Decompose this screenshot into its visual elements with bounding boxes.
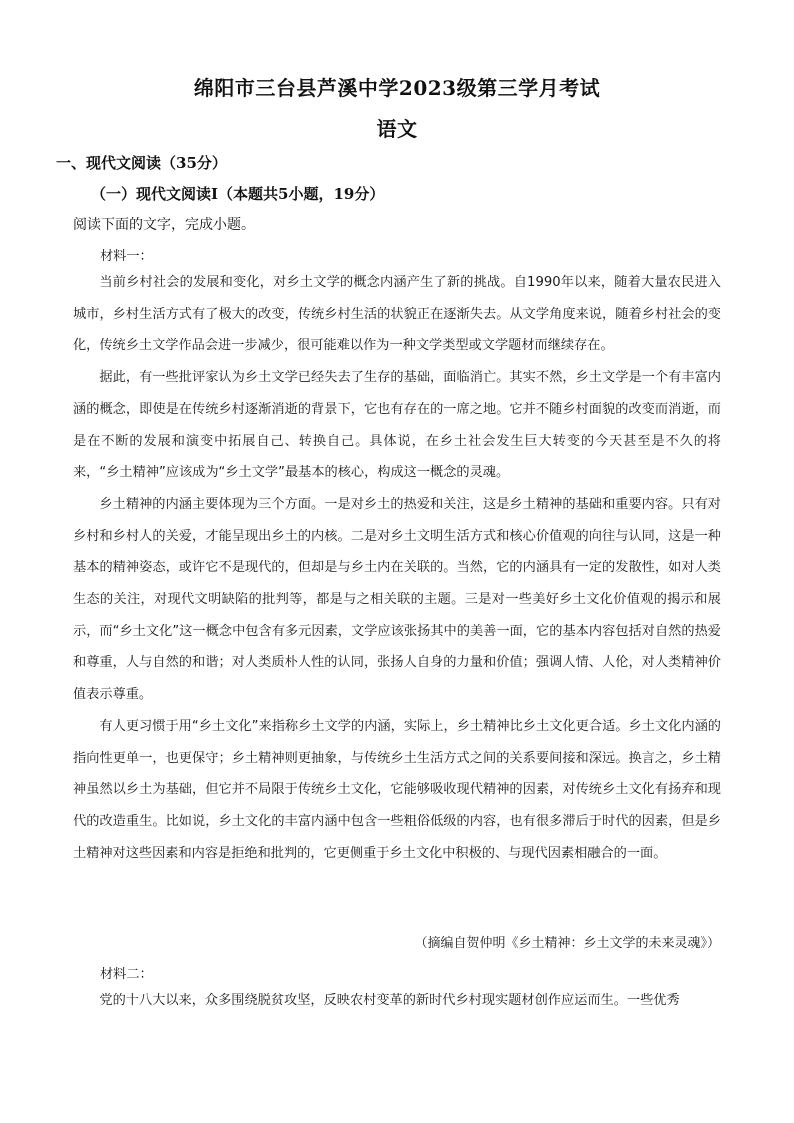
subsection-heading: （一）现代文阅读Ⅰ（本题共5小题，19分） (91, 185, 385, 203)
material-two-body (73, 985, 721, 1017)
material-one-paragraph: 当前乡村社会的发展和变化，对乡土文学的概念内涵产生了新的挑战。自1990年以来，随着大量农民进入城市，乡村生活方式有了极大的改变，传统乡村生活的状貌正在逐渐失去。从文学角度来说，随着乡村社会的变化，传统乡土文学作品会进一步减少，很可能难以作为一种文学类型或文学题材而继续存在。 (73, 275, 721, 354)
material-one-label: 材料一： (100, 249, 153, 264)
reading-instruction: 阅读下面的文字，完成小题。 (73, 217, 255, 233)
section-heading: 一、现代文阅读（35分） (56, 154, 227, 172)
material-one-paragraph: 据此，有一些批评家认为乡土文学已经失去了生存的基础，面临消亡。其实不然，乡土文学是一个有丰富内涵的概念，即使是在传统乡村逐渐消逝的背景下，它也有存在的一席之地。它并不随乡村面貌的改变而消逝，而是在不断的发展和演变中拓展自己、转换自己。具体说，在乡土社会发生巨大转变的今天甚至是不久的将来，“乡土精神”应该成为“乡土文学”最基本的核心，构成这一概念的灵魂。 (73, 370, 721, 481)
exam-title: 绵阳市三台县芦溪中学2023级第三学月考试 (193, 76, 601, 100)
material-one-paragraph: 有人更习惯于用“乡土文化”来指称乡土文学的内涵，实际上，乡土精神比乡土文化更合适。乡土文化内涵的指向性更单一，也更保守；乡土精神则更抽象，与传统乡土生活方式之间的关系要间接和深远。换言之，乡土精神虽然以乡土为基础，但它并不局限于传统乡土文化，它能够吸收现代精神的因素，对传统乡土文化有扬弃和现代的改造重生。比如说，乡土文化的丰富内涵中包含一些粗俗低级的内容，也有很多滞后于时代的因素，但是乡土精神对这些因素和内容是拒绝和批判的，它更侧重于乡土文化中积极的、与现代因素相融合的一面。 (73, 718, 721, 861)
material-two-paragraph: 党的十八大以来，众多围绕脱贫攻坚，反映农村变革的新时代乡村现实题材创作应运而生。一些优秀 (99, 993, 680, 1008)
material-two-label: 材料二： (100, 967, 153, 982)
material-one-source: （摘编自贺仲明《乡土精神：乡土文学的未来灵魂》） (414, 936, 720, 951)
subject-title: 语文 (376, 117, 418, 141)
material-one-paragraph: 乡土精神的内涵主要体现为三个方面。一是对乡土的热爱和关注，这是乡土精神的基础和重要内容。只有对乡村和乡村人的关爱，才能呈现出乡土的内核。二是对乡土文明生活方式和核心价值观的向往与认同，这是一种基本的精神姿态，或许它不是现代的，但却是与乡土内在关联的。当然，它的内涵具有一定的发散性，如对人类生态的关注，对现代文明缺陷的批判等，都是与之相关联的主题。三是对一些美好乡土文化价值观的揭示和展示，而“乡土文化”这一概念中包含有多元因素，文学应该张扬其中的美善一面，它的基本内容包括对自然的热爱和尊重，人与自然的和谐；对人类质朴人性的认同，张扬人自身的力量和价值；强调人情、人伦，对人类精神价值表示尊重。 (73, 496, 721, 703)
material-one-body (73, 267, 721, 869)
